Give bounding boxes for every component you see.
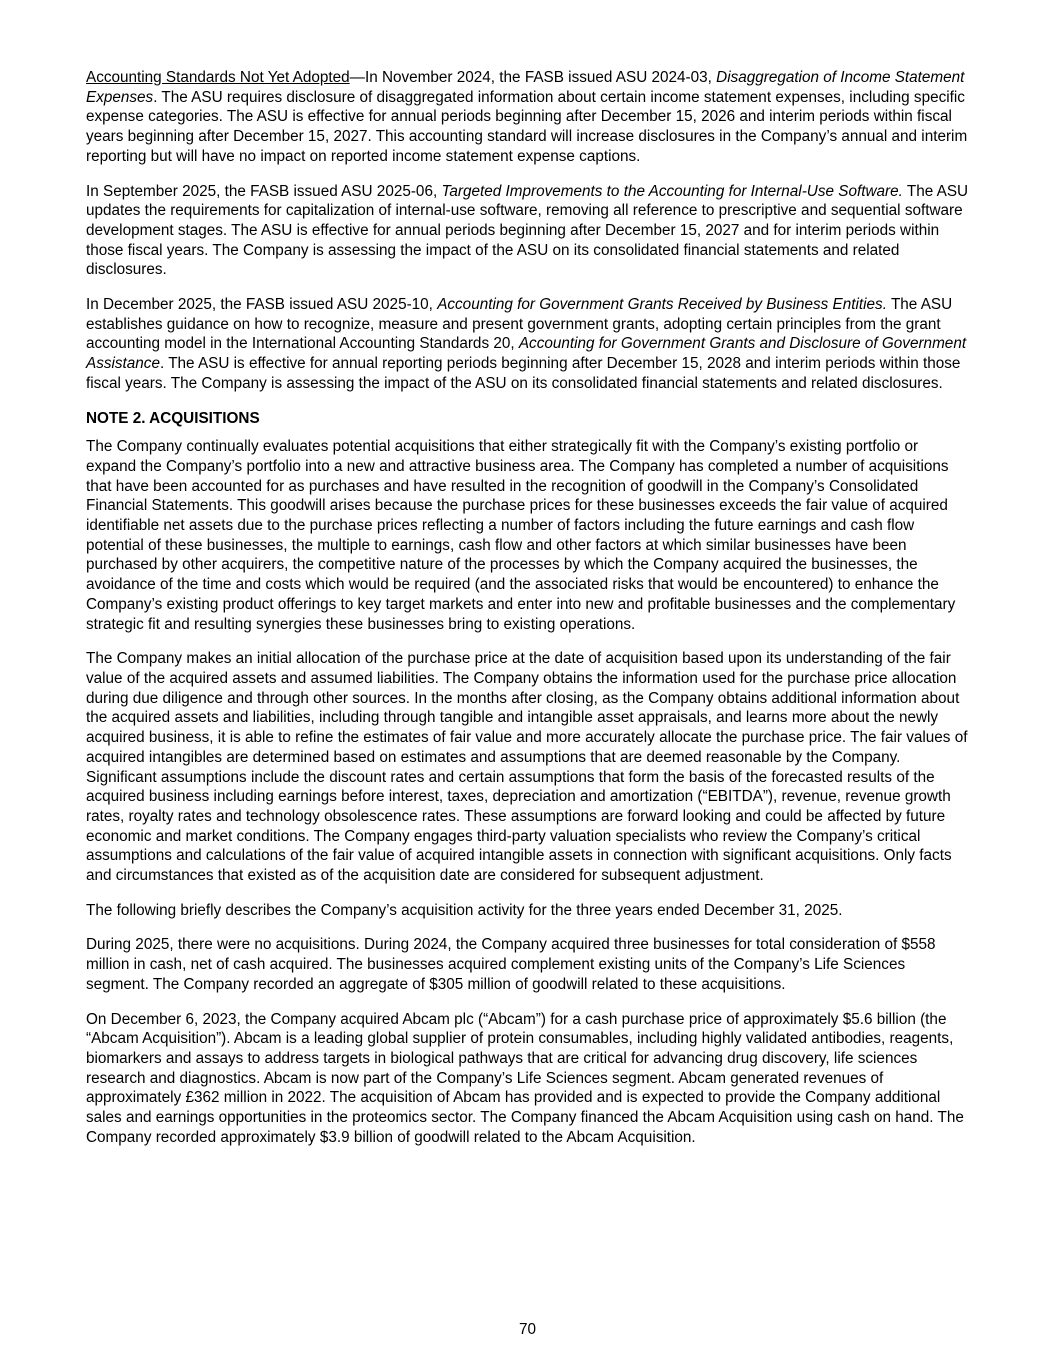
document-page [86, 68, 970, 1162]
standard-title: Accounting for Government Grants and Disclosure of Government Assistance [86, 335, 967, 373]
paragraph-text: The ASU establishes guidance on how to recognize, measure and present government grants, adopting certain principles from the grant accounting model in the International Accounting Standards 20, [86, 296, 953, 353]
note-2-paragraph: The Company continually evaluates potential acquisitions that either strategically fit with the Company’s existing portfolio or expand the Company’s portfolio into a new and attractive business area. The Company has completed a number of acquisitions that have been accounted for as purchases and have resulted in the recognition of goodwill in the Company’s Consolidated Financial Statements. This goodwill arises because the purchase prices for these businesses exceeds the fair value of acquired identifiable net assets due to the purchase prices reflecting a number of factors including the future earnings and cash flow potential of these businesses, the multiple to earnings, cash flow and other factors at which similar businesses have been purchased by other acquirers, the competitive nature of the processes by which the Company acquired the businesses, the avoidance of the time and costs which would be required (and the associated risks that would be encountered) to enhance the Company’s existing product offerings to key target markets and enter into new and profitable businesses and the complementary strategic fit and resulting synergies these businesses bring to existing operations. [86, 438, 956, 633]
paragraph-text: . The ASU is effective for annual reporting periods beginning after December 15, 2028 and interim periods within those fiscal years. The Company is assessing the impact of the ASU on its consolidated financial statements and related disclosures. [86, 355, 961, 392]
standard-title: Disaggregation of Income Statement Expenses [86, 69, 965, 106]
paragraph-text: The ASU updates the requirements for capitalization of internal-use software, removing all reference to prescriptive and sequential software development stages. The ASU is effective for annual periods beginning after December 15, 2027 and for interim periods within those fiscal years. The Company is assessing the impact of the ASU on its consolidated financial statements and related disclosures. [86, 182, 969, 279]
standard-title: Targeted Improvements to the Accounting for Internal-Use Software. [441, 182, 903, 200]
paragraph-text: —In November 2024, the FASB issued ASU 2024-03, [349, 69, 717, 86]
paragraph-text: In December 2025, the FASB issued ASU 2025-10, [86, 296, 438, 314]
paragraph-standards-2025-10 [86, 295, 970, 394]
note-2-paragraph: The Company makes an initial allocation of the purchase price at the date of acquisition based upon its understanding of the fair value of the acquired assets and assumed liabilities. The Company obtains the information used for the purchase price allocation during due diligence and through other sources. In the months after closing, as the Company obtains additional information about the acquired assets and liabilities, including through tangible and intangible asset appraisals, and learns more about the newly acquired business, it is able to refine the estimates of fair value and more accurately allocate the purchase price. The fair values of acquired intangibles are determined based on estimates and assumptions that are deemed reasonable by the Company. Significant assumptions include the discount rates and certain assumptions that form the basis of the forecasted results of the acquired business including earnings before interest, taxes, depreciation and amortization (“EBITDA”), revenue, revenue growth rates, royalty rates and technology obsolescence rates. These assumptions are forward looking and could be affected by future economic and market conditions. The Company engages third-party valuation specialists who review the Company’s critical assumptions and calculations of the fair value of acquired intangible assets in connection with significant acquisitions. Only facts and circumstances that existed as of the acquisition date are considered for subsequent adjustment. [86, 650, 968, 885]
page-number: 70 [518, 1321, 536, 1338]
section-lead-underlined: Accounting Standards Not Yet Adopted [86, 69, 350, 86]
standard-title: Accounting for Government Grants Received by Business Entities. [437, 296, 887, 314]
note-2-heading: NOTE 2. ACQUISITIONS [86, 409, 260, 427]
paragraph-standards-2024-03 [86, 68, 970, 167]
paragraph-standards-2025-06 [86, 182, 970, 281]
note-2-paragraph: On December 6, 2023, the Company acquired Abcam plc (“Abcam”) for a cash purchase price of approximately $5.6 billion (the “Abcam Acquisition”). Abcam is a leading global supplier of protein consumables, including highly validated antibodies, reagents, biomarkers and assays to address targets in biological pathways that are critical for advancing drug discovery, life sciences research and diagnostics. Abcam is now part of the Company’s Life Sciences segment. Abcam generated revenues of approximately £362 million in 2022. The acquisition of Abcam has provided and is expected to provide the Company additional sales and earnings opportunities in the proteomics sector. The Company financed the Abcam Acquisition using cash on hand. The Company recorded approximately $3.9 billion of goodwill related to the Abcam Acquisition. [86, 1010, 964, 1146]
note-2-paragraph: The following briefly describes the Company’s acquisition activity for the three years ended December 31, 2025. [86, 901, 843, 919]
paragraph-text: . The ASU requires disclosure of disaggregated information about certain income statement expenses, including specific expense categories. The ASU is effective for annual periods beginning after December 15, 2026 and interim periods within fiscal years beginning after December 15, 2027. This accounting standard will increase disclosures in the Company’s annual and interim reporting but will have no impact on reported income statement expense captions. [86, 88, 968, 165]
note-2-paragraph: During 2025, there were no acquisitions. During 2024, the Company acquired three businesses for total consideration of $558 million in cash, net of cash acquired. The businesses acquired complement existing units of the Company’s Life Sciences segment. The Company recorded an aggregate of $305 million of goodwill related to these acquisitions. [86, 936, 936, 993]
paragraph-text: In September 2025, the FASB issued ASU 2025-06, [86, 182, 442, 200]
